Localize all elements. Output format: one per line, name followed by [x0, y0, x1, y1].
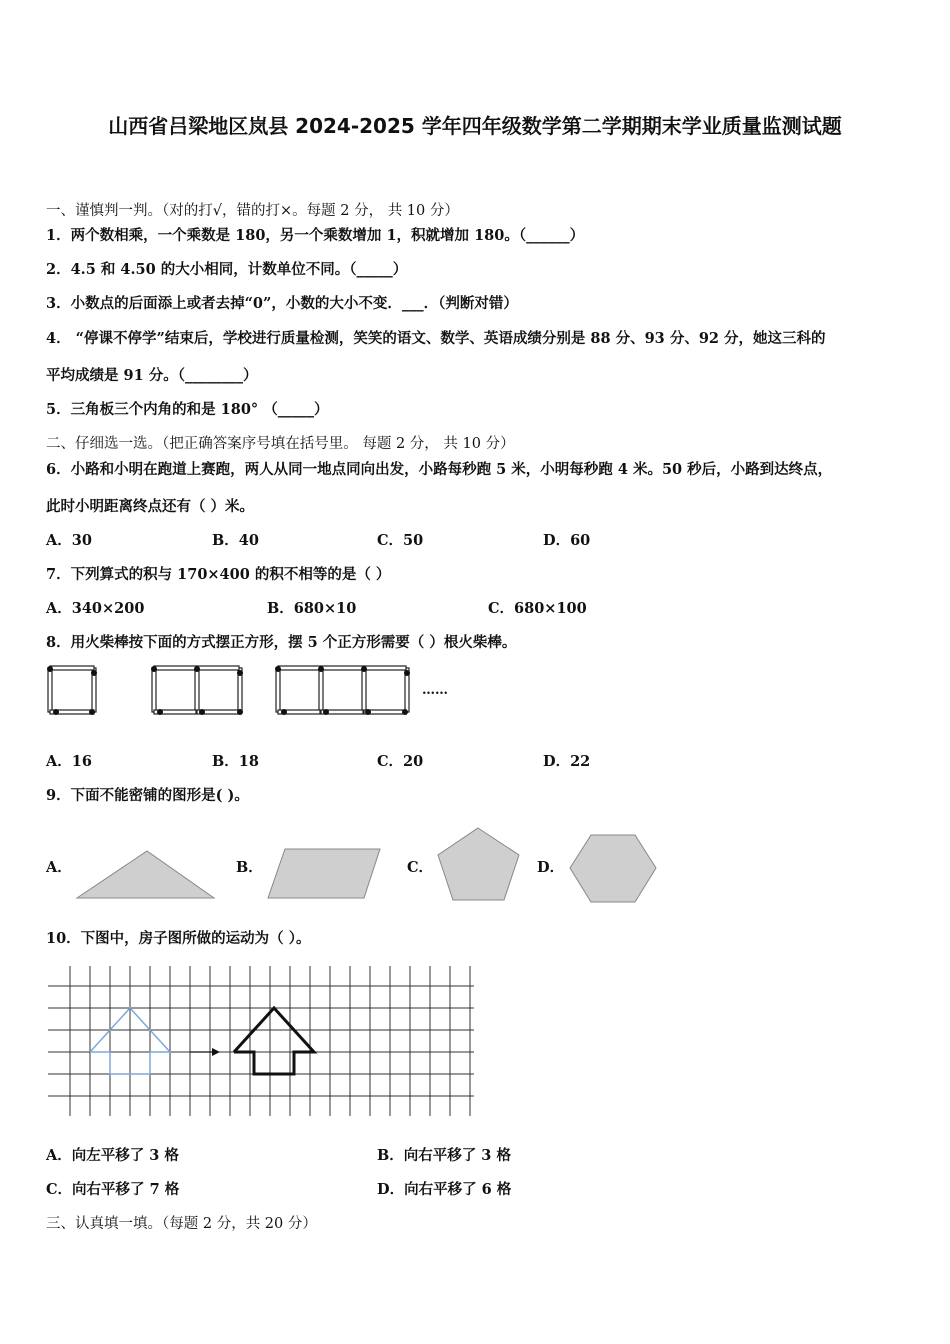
q9-option-b: B． — [236, 859, 263, 876]
page-title: 山西省吕梁地区岚县 2024-2025 学年四年级数学第二学期期末学业质量监测试题 — [108, 114, 842, 138]
q9-option-c: C． — [407, 859, 434, 876]
q10-option-b: B．向右平移了 3 格 — [377, 1147, 511, 1164]
question-8: 8．用火柴棒按下面的方式摆正方形，摆 5 个正方形需要（ ）根火柴棒。 — [46, 634, 517, 651]
question-2: 2．4.5 和 4.50 的大小相同，计数单位不同。（_____） — [46, 261, 408, 278]
q10-option-c: C．向右平移了 7 格 — [46, 1181, 180, 1198]
section1-heading: 一、谨慎判一判。（对的打√，错的打×。每题 2 分， 共 10 分） — [46, 203, 459, 219]
question-5: 5．三角板三个内角的和是 180° （_____） — [46, 401, 329, 418]
q7-option-b: B．680×10 — [267, 600, 357, 617]
triangle-shape — [77, 851, 214, 898]
q8-option-a: A．16 — [46, 753, 92, 770]
q6-option-c: C．50 — [377, 532, 424, 549]
q7-option-c: C．680×100 — [488, 600, 587, 617]
translation-grid — [48, 966, 474, 1118]
q10-option-a: A．向左平移了 3 格 — [46, 1147, 179, 1164]
moved-house — [234, 1008, 314, 1074]
section3-heading: 三、认真填一填。（每题 2 分，共 20 分） — [46, 1216, 317, 1232]
q6-option-a: A．30 — [46, 532, 92, 549]
q9-shapes — [0, 820, 950, 910]
q8-option-b: B．18 — [212, 753, 259, 770]
q6-option-d: D．60 — [543, 532, 591, 549]
q9-option-d: D． — [537, 859, 565, 876]
q9-option-a: A． — [46, 859, 72, 876]
section2-heading: 二、仔细选一选。（把正确答案序号填在括号里。 每题 2 分， 共 10 分） — [46, 436, 515, 452]
question-6-line2: 此时小明距离终点还有（ ）米。 — [46, 498, 255, 515]
question-10: 10．下图中，房子图所做的运动为（ ）。 — [46, 930, 311, 947]
question-9: 9．下面不能密铺的图形是( )。 — [46, 787, 249, 804]
q6-option-b: B．40 — [212, 532, 259, 549]
question-1: 1．两个数相乘，一个乘数是 180，另一个乘数增加 1，积就增加 180。（______） — [46, 227, 585, 244]
pentagon-shape — [438, 828, 519, 900]
question-7: 7．下列算式的积与 170×400 的积不相等的是（ ） — [46, 566, 391, 583]
q7-option-a: A．340×200 — [46, 600, 145, 617]
question-6-line1: 6．小路和小明在跑道上赛跑，两人从同一地点同向出发，小路每秒跑 5 米，小明每秒跑 4 米。50 秒后，小路到达终点， — [46, 461, 833, 478]
parallelogram-shape — [268, 849, 380, 898]
arrow-head-icon — [212, 1048, 220, 1056]
q8-option-c: C．20 — [377, 753, 424, 770]
question-3: 3．小数点的后面添上或者去掉“0”，小数的大小不变．___．（判断对错） — [46, 295, 518, 312]
question-4-line2: 平均成绩是 91 分。（________） — [46, 367, 258, 384]
q10-option-d: D．向右平移了 6 格 — [377, 1181, 512, 1198]
q8-option-d: D．22 — [543, 753, 591, 770]
matchstick-ellipsis: …… — [422, 683, 448, 698]
hexagon-shape — [570, 835, 656, 902]
question-4-line1: 4． “停课不停学”结束后，学校进行质量检测，笑笑的语文、数学、英语成绩分别是 88 分、93 分、92 分，她这三科的 — [46, 330, 826, 347]
matchstick-figure — [0, 660, 950, 720]
